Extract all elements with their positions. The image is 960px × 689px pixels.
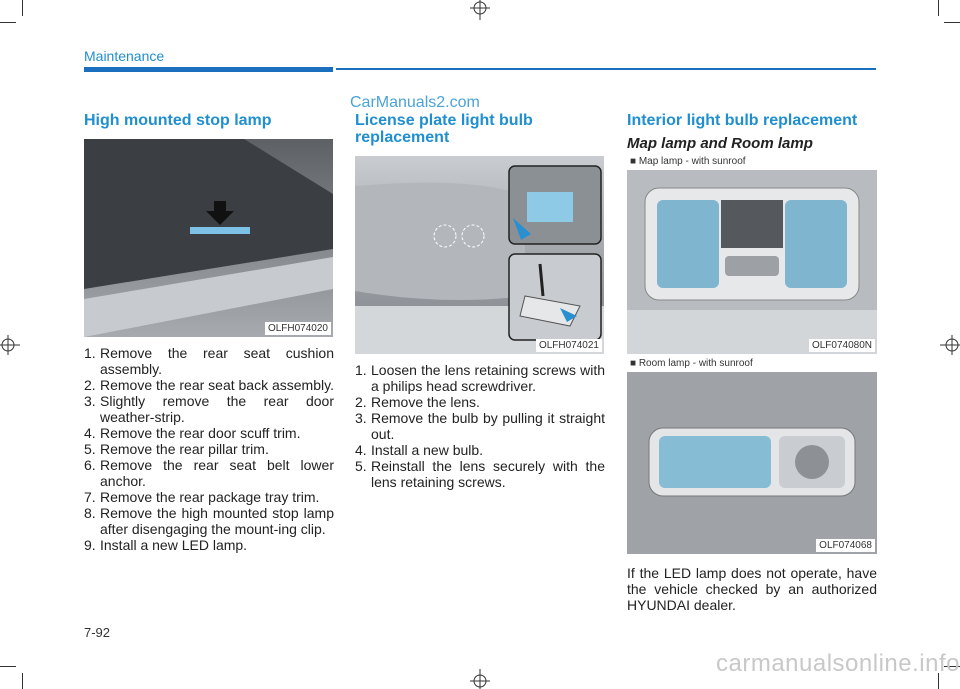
heading-interior-light: Interior light bulb replacement [627,112,858,129]
caption-room-lamp: ■ Room lamp - with sunroof [630,358,753,369]
heading-license-plate: License plate light bulb replacement [355,112,533,146]
subheading-map-room-lamp: Map lamp and Room lamp [627,135,813,152]
photo-license-plate [355,156,604,354]
crop-mark [0,666,16,667]
image-code: OLF074080N [809,339,875,352]
list-item: 4. Install a new bulb. [355,442,484,458]
crop-mark [0,22,16,23]
registration-mark-left [0,333,20,357]
list-item: 1. Remove the rear seat cushion assembly. [84,345,334,377]
heading-stop-lamp: High mounted stop lamp [84,112,272,129]
crop-mark [944,22,960,23]
crop-mark [22,0,23,16]
section-label: Maintenance [84,48,165,64]
list-item: 4. Remove the rear door scuff trim. [84,425,301,441]
crop-mark [22,673,23,689]
list-item: 5. Reinstall the lens securely with the lens retaining screws. [355,458,605,490]
caption-map-lamp: ■ Map lamp - with sunroof [630,156,746,167]
registration-mark-bottom [468,669,492,689]
list-item: 3. Remove the bulb by pulling it straight out. [355,410,605,442]
list-item: 9. Install a new LED lamp. [84,537,248,553]
map-lamp-illustration [627,170,877,354]
car-rear-window-illustration [84,139,333,337]
image-code: OLFH074021 [536,339,602,352]
header-bar [84,67,333,72]
list-item: 6. Remove the rear seat belt lower anchor. [84,457,334,489]
image-code: OLF074068 [816,539,875,552]
photo-room-lamp [627,372,877,554]
steps-stop-lamp [84,345,334,553]
registration-mark-right [940,333,960,357]
room-lamp-illustration [627,372,877,554]
list-item: 5. Remove the rear pillar trim. [84,441,269,457]
header-rule [336,68,876,70]
note-led-lamp: If the LED lamp does not operate, have the vehicle checked by an authorized HYUNDAI dealer. [627,565,877,613]
steps-license-plate [355,362,605,490]
list-item: 2. Remove the rear seat back assembly. [84,377,334,393]
list-item: 1. Loosen the lens retaining screws with a philips head screwdriver. [355,362,605,394]
car-trunk-illustration [355,156,604,354]
list-item: 7. Remove the rear package tray trim. [84,489,320,505]
watermark-top: CarManuals2.com [350,94,480,111]
list-item: 2. Remove the lens. [355,394,480,410]
image-code: OLFH074020 [265,322,331,335]
page-number: 7-92 [84,625,111,640]
registration-mark-top [468,0,492,20]
crop-mark [938,0,939,16]
photo-map-lamp [627,170,877,354]
list-item: 3. Slightly remove the rear door weather-strip. [84,393,334,425]
photo-stop-lamp [84,139,333,337]
watermark-bottom: carmanualsonline.info [716,650,960,677]
list-item: 8. Remove the high mounted stop lamp after disengaging the mount-ing clip. [84,505,334,537]
